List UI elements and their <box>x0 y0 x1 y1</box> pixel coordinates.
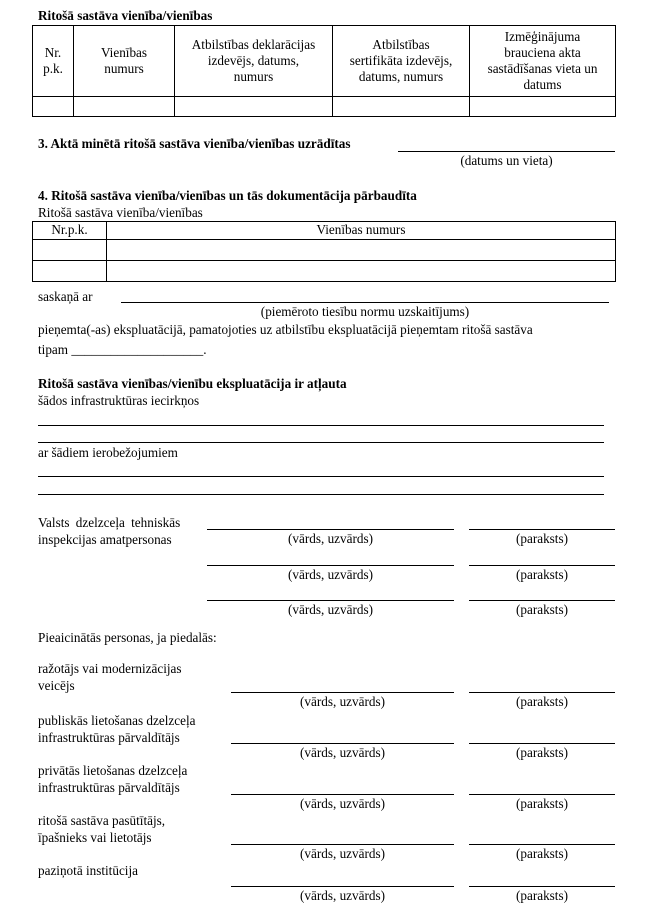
areas-line-2[interactable] <box>38 442 604 443</box>
areas-line-1[interactable] <box>38 425 604 426</box>
col-header-certificate: Atbilstības sertifikāta izdevējs, datums, numurs <box>333 26 470 97</box>
table-cell[interactable] <box>74 97 175 117</box>
accord-label: saskaņā ar <box>38 289 93 304</box>
participant-1-name-caption: (vārds, uzvārds) <box>300 694 385 709</box>
table-cell[interactable] <box>470 97 616 117</box>
type-blank[interactable]: ____________________. <box>71 342 207 357</box>
participant-4-label-line1: ritošā sastāva pasūtītājs, <box>38 813 166 828</box>
col-header-nr: Nr.p.k. <box>33 222 107 240</box>
officials-label-line1: Valsts dzelzceļa tehniskās <box>38 515 181 530</box>
section-4-subheading: Ritošā sastāva vienība/vienības <box>38 205 203 220</box>
participant-3-label-line2: infrastruktūras pārvaldītājs <box>38 780 180 795</box>
participant-4-sign-line[interactable] <box>469 844 615 845</box>
date-place-caption: (datums un vieta) <box>460 153 553 168</box>
official-2-sign-line[interactable] <box>469 565 615 566</box>
participant-4-sign-caption: (paraksts) <box>516 846 568 861</box>
table-cell[interactable] <box>33 97 74 117</box>
participant-5-label: paziņotā institūcija <box>38 863 138 878</box>
participant-3-sign-caption: (paraksts) <box>516 796 568 811</box>
presented-date-place-line[interactable] <box>398 151 615 152</box>
participant-1-sign-line[interactable] <box>469 692 615 693</box>
participant-3-name-caption: (vārds, uzvārds) <box>300 796 385 811</box>
participant-1-label-line1: ražotājs vai modernizācijas <box>38 661 182 676</box>
participant-2-name-line[interactable] <box>231 743 454 744</box>
participant-2-label-line1: publiskās lietošanas dzelzceļa <box>38 713 196 728</box>
official-2-sign-caption: (paraksts) <box>516 567 568 582</box>
table-cell[interactable] <box>107 240 616 261</box>
unit-numbers-table <box>32 221 616 282</box>
units-section-title: Ritošā sastāva vienība/vienības <box>38 8 213 23</box>
participant-2-sign-line[interactable] <box>469 743 615 744</box>
participant-5-sign-line[interactable] <box>469 886 615 887</box>
participant-5-name-caption: (vārds, uzvārds) <box>300 888 385 903</box>
participant-5-name-line[interactable] <box>231 886 454 887</box>
official-3-name-line[interactable] <box>207 600 454 601</box>
participant-4-name-caption: (vārds, uzvārds) <box>300 846 385 861</box>
col-header-test-run: Izmēģinājuma brauciena akta sastādīšanas vieta un datums <box>470 26 616 97</box>
participant-5-sign-caption: (paraksts) <box>516 888 568 903</box>
official-1-sign-caption: (paraksts) <box>516 531 568 546</box>
participant-3-label-line1: privātās lietošanas dzelzceļa <box>38 763 188 778</box>
table-cell[interactable] <box>333 97 470 117</box>
participant-1-sign-caption: (paraksts) <box>516 694 568 709</box>
col-header-nr: Nr. p.k. <box>33 26 74 97</box>
official-1-sign-line[interactable] <box>469 529 615 530</box>
col-header-unit-number: Vienības numurs <box>74 26 175 97</box>
participant-4-name-line[interactable] <box>231 844 454 845</box>
official-3-name-caption: (vārds, uzvārds) <box>288 602 373 617</box>
participant-2-label-line2: infrastruktūras pārvaldītājs <box>38 730 180 745</box>
table-cell[interactable] <box>175 97 333 117</box>
areas-label: šādos infrastruktūras iecirkņos <box>38 393 200 408</box>
col-header-declaration: Atbilstības deklarācijas izdevējs, datums, numurs <box>175 26 333 97</box>
participant-2-sign-caption: (paraksts) <box>516 745 568 760</box>
table-cell[interactable] <box>33 261 107 282</box>
operation-heading: Ritošā sastāva vienības/vienību ekspluatācija ir atļauta <box>38 376 347 391</box>
participant-1-label-line2: veicējs <box>38 678 75 693</box>
type-label: tipam <box>38 342 69 357</box>
participant-1-name-line[interactable] <box>231 692 454 693</box>
units-table <box>32 25 616 117</box>
col-header-unit-number: Vienības numurs <box>107 222 616 240</box>
accepted-text-line2 <box>38 342 207 359</box>
official-2-name-caption: (vārds, uzvārds) <box>288 567 373 582</box>
restrictions-label: ar šādiem ierobežojumiem <box>38 445 178 460</box>
table-cell[interactable] <box>33 240 107 261</box>
official-3-sign-line[interactable] <box>469 600 615 601</box>
participants-intro: Pieaicinātās personas, ja piedalās: <box>38 630 217 645</box>
table-row <box>33 240 616 261</box>
official-1-name-line[interactable] <box>207 529 454 530</box>
table-cell[interactable] <box>107 261 616 282</box>
table-row <box>33 261 616 282</box>
official-2-name-line[interactable] <box>207 565 454 566</box>
section-4-heading: 4. Ritošā sastāva vienība/vienības un tās dokumentācija pārbaudīta <box>38 188 417 203</box>
section-3-heading: 3. Aktā minētā ritošā sastāva vienība/vienības uzrādītas <box>38 136 351 151</box>
table-row <box>33 97 616 117</box>
unit-numbers-header <box>33 222 616 240</box>
participant-2-name-caption: (vārds, uzvārds) <box>300 745 385 760</box>
official-3-sign-caption: (paraksts) <box>516 602 568 617</box>
participant-3-name-line[interactable] <box>231 794 454 795</box>
legal-norms-line[interactable] <box>121 302 609 303</box>
units-table-header <box>33 26 616 97</box>
restrictions-line-2[interactable] <box>38 494 604 495</box>
accepted-text-line1: pieņemta(-as) ekspluatācijā, pamatojoties uz atbilstību ekspluatācijā pieņemtam ritošā sastāva <box>38 322 533 337</box>
officials-label-line2: inspekcijas amatpersonas <box>38 532 172 547</box>
legal-norms-caption: (piemēroto tiesību normu uzskaitījums) <box>260 304 470 319</box>
participant-3-sign-line[interactable] <box>469 794 615 795</box>
official-1-name-caption: (vārds, uzvārds) <box>288 531 373 546</box>
restrictions-line-1[interactable] <box>38 476 604 477</box>
participant-4-label-line2: īpašnieks vai lietotājs <box>38 830 152 845</box>
